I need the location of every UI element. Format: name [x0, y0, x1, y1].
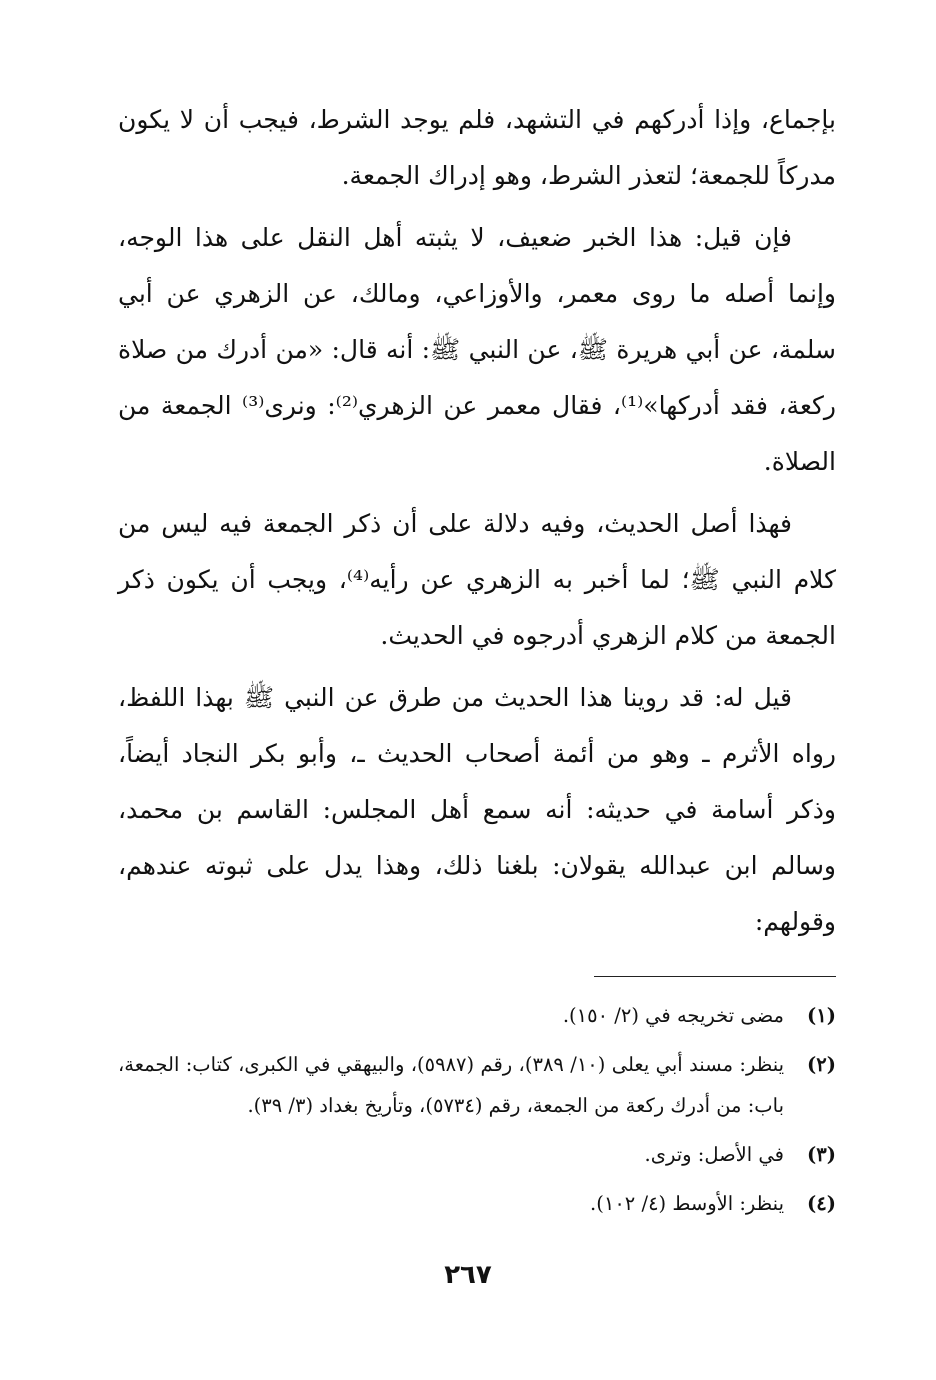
paragraph-4: قيل له: قد روينا هذا الحديث من طرق عن النبي ﷺ بهذا اللفظ، رواه الأثرم ـ وهو من أئمة أصحاب الحديث ـ، وأبو بكر النجاد أيضاً، وذكر أسامة في حديثه: أنه سمع أهل المجلس: القاسم بن محمد، وسالم ابن عبدالله يقولان: بلغنا ذلك، وهذا يدل على ثبوته عندهم، وقولهم:: [118, 683, 836, 936]
footnote-text: في الأصل: وترى.: [644, 1143, 784, 1166]
main-text: [118, 92, 836, 950]
footnote-number: (١): [807, 1004, 836, 1027]
footnote-number: (٢): [807, 1053, 836, 1076]
paragraph-2: فإن قيل: هذا الخبر ضعيف، لا يثبته أهل النقل على هذا الوجه، وإنما أصله ما روى معمر، والأوزاعي، ومالك، عن الزهري عن أبي سلمة، عن أبي هريرة ﷺ، عن النبي ﷺ: أنه قال: «من أدرك من صلاة ركعة، فقد أدركها»⁽¹⁾، فقال معمر عن الزهري⁽²⁾: ونرى⁽³⁾ الجمعة من الصلاة.: [118, 223, 836, 476]
footnote-text: مضى تخريجه في (٢/ ١٥٠).: [562, 1004, 784, 1027]
footnote-number: (٤): [807, 1192, 836, 1215]
footnote-1: [118, 995, 836, 1036]
footnotes: [118, 995, 836, 1224]
footnote-4: [118, 1183, 836, 1224]
footnote-2: [118, 1044, 836, 1126]
page-number: ٢٦٧: [444, 1260, 492, 1290]
footnote-text: ينظر: الأوسط (٤/ ١٠٢).: [590, 1192, 784, 1215]
footnote-text: ينظر: مسند أبي يعلى (١٠/ ٣٨٩)، رقم (٥٩٨٧)، والبيهقي في الكبرى، كتاب: الجمعة، باب: من أدرك ركعة من الجمعة، رقم (٥٧٣٤)، وتأريخ بغداد (٣/ ٣٩).: [118, 1053, 785, 1117]
paragraph-1: بإجماع، وإذا أدركهم في التشهد، فلم يوجد الشرط، فيجب أن لا يكون مدركاً للجمعة؛ لتعذر الشرط، وهو إدراك الجمعة.: [118, 105, 836, 190]
footnote-number: (٣): [807, 1143, 836, 1166]
paragraph-3: فهذا أصل الحديث، وفيه دلالة على أن ذكر الجمعة فيه ليس من كلام النبي ﷺ؛ لما أخبر به الزهري عن رأيه⁽⁴⁾، ويجب أن يكون ذكر الجمعة من كلام الزهري أدرجوه في الحديث.: [118, 509, 836, 650]
page-body: [118, 92, 836, 1232]
footnote-3: [118, 1134, 836, 1175]
footnote-separator: [594, 976, 836, 977]
